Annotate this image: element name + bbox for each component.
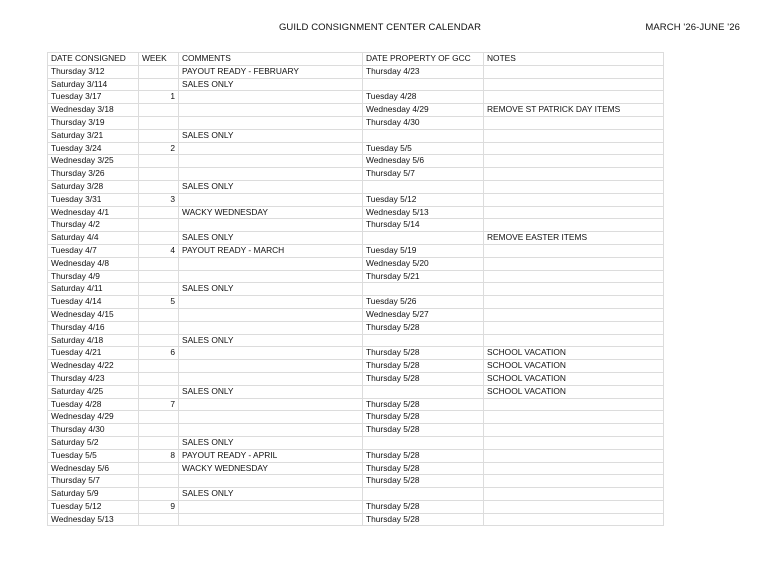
week-cell: [139, 78, 179, 91]
notes-cell: [484, 513, 664, 526]
notes-cell: [484, 411, 664, 424]
column-header-date-consigned: DATE CONSIGNED: [48, 53, 139, 66]
week-cell: [139, 475, 179, 488]
comments-cell: [179, 193, 363, 206]
comments-cell: [179, 155, 363, 168]
week-cell: [139, 129, 179, 142]
table-row: [48, 142, 664, 155]
notes-cell: [484, 424, 664, 437]
date-consigned-cell: Saturday 4/11: [48, 283, 139, 296]
date-consigned-cell: Tuesday 4/28: [48, 398, 139, 411]
notes-cell: [484, 244, 664, 257]
column-header-date-property: DATE PROPERTY OF GCC: [363, 53, 484, 66]
table-row: [48, 232, 664, 245]
table-row: [48, 129, 664, 142]
comments-cell: WACKY WEDNESDAY: [179, 206, 363, 219]
date-property-cell: [363, 436, 484, 449]
notes-cell: [484, 488, 664, 501]
notes-cell: REMOVE EASTER ITEMS: [484, 232, 664, 245]
notes-cell: [484, 462, 664, 475]
notes-cell: [484, 193, 664, 206]
notes-cell: [484, 296, 664, 309]
comments-cell: [179, 500, 363, 513]
table-row: [48, 321, 664, 334]
table-row: [48, 334, 664, 347]
date-property-cell: Thursday 5/28: [363, 360, 484, 373]
comments-cell: [179, 513, 363, 526]
comments-cell: [179, 270, 363, 283]
date-property-cell: [363, 129, 484, 142]
date-property-cell: Tuesday 5/26: [363, 296, 484, 309]
comments-cell: [179, 372, 363, 385]
header-row: [48, 53, 664, 66]
date-property-cell: [363, 78, 484, 91]
table-row: [48, 116, 664, 129]
column-header-notes: NOTES: [484, 53, 664, 66]
notes-cell: [484, 257, 664, 270]
table-row: [48, 475, 664, 488]
comments-cell: [179, 257, 363, 270]
notes-cell: [484, 308, 664, 321]
table-row: [48, 436, 664, 449]
date-property-cell: Thursday 5/28: [363, 500, 484, 513]
comments-cell: [179, 475, 363, 488]
table-row: [48, 155, 664, 168]
notes-cell: [484, 116, 664, 129]
date-consigned-cell: Thursday 5/7: [48, 475, 139, 488]
week-cell: [139, 334, 179, 347]
week-cell: [139, 321, 179, 334]
column-header-comments: COMMENTS: [179, 53, 363, 66]
date-consigned-cell: Saturday 5/9: [48, 488, 139, 501]
notes-cell: SCHOOL VACATION: [484, 360, 664, 373]
notes-cell: [484, 206, 664, 219]
table-row: [48, 462, 664, 475]
table-row: [48, 283, 664, 296]
notes-cell: [484, 78, 664, 91]
comments-cell: WACKY WEDNESDAY: [179, 462, 363, 475]
comments-cell: SALES ONLY: [179, 78, 363, 91]
notes-cell: [484, 168, 664, 181]
comments-cell: [179, 424, 363, 437]
date-consigned-cell: Tuesday 3/24: [48, 142, 139, 155]
week-cell: [139, 219, 179, 232]
notes-cell: [484, 270, 664, 283]
table-row: [48, 78, 664, 91]
week-cell: [139, 283, 179, 296]
week-cell: [139, 372, 179, 385]
week-cell: [139, 436, 179, 449]
week-cell: [139, 462, 179, 475]
comments-cell: PAYOUT READY - MARCH: [179, 244, 363, 257]
date-property-cell: Thursday 5/28: [363, 475, 484, 488]
date-property-cell: [363, 385, 484, 398]
table-row: [48, 372, 664, 385]
week-cell: [139, 385, 179, 398]
date-consigned-cell: Thursday 3/12: [48, 65, 139, 78]
date-consigned-cell: Saturday 4/4: [48, 232, 139, 245]
date-consigned-cell: Wednesday 4/8: [48, 257, 139, 270]
notes-cell: [484, 500, 664, 513]
notes-cell: [484, 129, 664, 142]
date-consigned-cell: Wednesday 4/22: [48, 360, 139, 373]
comments-cell: [179, 296, 363, 309]
date-consigned-cell: Tuesday 5/12: [48, 500, 139, 513]
comments-cell: [179, 411, 363, 424]
notes-cell: [484, 449, 664, 462]
date-consigned-cell: Thursday 3/26: [48, 168, 139, 181]
week-cell: 3: [139, 193, 179, 206]
week-cell: [139, 116, 179, 129]
date-consigned-cell: Saturday 4/18: [48, 334, 139, 347]
date-property-cell: Tuesday 4/28: [363, 91, 484, 104]
date-property-cell: Thursday 5/28: [363, 513, 484, 526]
comments-cell: SALES ONLY: [179, 283, 363, 296]
table-row: [48, 424, 664, 437]
date-property-cell: Thursday 4/23: [363, 65, 484, 78]
date-consigned-cell: Tuesday 3/17: [48, 91, 139, 104]
date-property-cell: Thursday 5/7: [363, 168, 484, 181]
date-property-cell: Thursday 5/14: [363, 219, 484, 232]
date-property-cell: Tuesday 5/5: [363, 142, 484, 155]
table-row: [48, 398, 664, 411]
table-row: [48, 411, 664, 424]
comments-cell: [179, 116, 363, 129]
date-consigned-cell: Thursday 4/23: [48, 372, 139, 385]
notes-cell: [484, 321, 664, 334]
table-row: [48, 488, 664, 501]
comments-cell: [179, 142, 363, 155]
notes-cell: REMOVE ST PATRICK DAY ITEMS: [484, 104, 664, 117]
comments-cell: [179, 104, 363, 117]
consignment-calendar-table: [47, 52, 664, 526]
date-property-cell: Wednesday 5/20: [363, 257, 484, 270]
notes-cell: [484, 180, 664, 193]
date-consigned-cell: Thursday 4/16: [48, 321, 139, 334]
date-property-cell: Thursday 5/28: [363, 372, 484, 385]
date-property-cell: Thursday 5/28: [363, 424, 484, 437]
date-property-cell: Thursday 5/28: [363, 462, 484, 475]
comments-cell: [179, 360, 363, 373]
comments-cell: PAYOUT READY - APRIL: [179, 449, 363, 462]
week-cell: 4: [139, 244, 179, 257]
week-cell: [139, 257, 179, 270]
comments-cell: SALES ONLY: [179, 334, 363, 347]
week-cell: 9: [139, 500, 179, 513]
comments-cell: [179, 91, 363, 104]
table-row: [48, 65, 664, 78]
notes-cell: [484, 91, 664, 104]
week-cell: [139, 488, 179, 501]
date-property-cell: Thursday 5/28: [363, 347, 484, 360]
date-property-cell: Thursday 5/28: [363, 321, 484, 334]
table-row: [48, 219, 664, 232]
comments-cell: PAYOUT READY - FEBRUARY: [179, 65, 363, 78]
comments-cell: SALES ONLY: [179, 180, 363, 193]
week-cell: [139, 360, 179, 373]
date-property-cell: Thursday 4/30: [363, 116, 484, 129]
table-row: [48, 180, 664, 193]
date-property-cell: [363, 232, 484, 245]
notes-cell: SCHOOL VACATION: [484, 385, 664, 398]
column-header-week: WEEK: [139, 53, 179, 66]
date-consigned-cell: Saturday 3/21: [48, 129, 139, 142]
week-cell: 6: [139, 347, 179, 360]
date-consigned-cell: Thursday 4/2: [48, 219, 139, 232]
table-row: [48, 385, 664, 398]
date-property-cell: [363, 180, 484, 193]
comments-cell: [179, 308, 363, 321]
date-consigned-cell: Wednesday 3/25: [48, 155, 139, 168]
comments-cell: SALES ONLY: [179, 232, 363, 245]
date-consigned-cell: Thursday 4/30: [48, 424, 139, 437]
comments-cell: SALES ONLY: [179, 436, 363, 449]
page-title: GUILD CONSIGNMENT CENTER CALENDAR: [278, 22, 482, 33]
notes-cell: SCHOOL VACATION: [484, 372, 664, 385]
date-property-cell: Thursday 5/21: [363, 270, 484, 283]
comments-cell: [179, 219, 363, 232]
date-consigned-cell: Tuesday 4/14: [48, 296, 139, 309]
comments-cell: SALES ONLY: [179, 385, 363, 398]
table-row: [48, 308, 664, 321]
table-row: [48, 244, 664, 257]
date-consigned-cell: Tuesday 4/21: [48, 347, 139, 360]
date-consigned-cell: Tuesday 4/7: [48, 244, 139, 257]
table-row: [48, 500, 664, 513]
notes-cell: [484, 65, 664, 78]
date-property-cell: Thursday 5/28: [363, 411, 484, 424]
week-cell: [139, 104, 179, 117]
week-cell: [139, 180, 179, 193]
date-consigned-cell: Saturday 5/2: [48, 436, 139, 449]
week-cell: [139, 65, 179, 78]
week-cell: 5: [139, 296, 179, 309]
table-row: [48, 270, 664, 283]
date-property-cell: Wednesday 5/6: [363, 155, 484, 168]
date-property-cell: Thursday 5/28: [363, 398, 484, 411]
comments-cell: [179, 347, 363, 360]
date-property-cell: Tuesday 5/12: [363, 193, 484, 206]
table-row: [48, 206, 664, 219]
notes-cell: [484, 219, 664, 232]
week-cell: [139, 424, 179, 437]
date-consigned-cell: Saturday 4/25: [48, 385, 139, 398]
table-row: [48, 257, 664, 270]
table-row: [48, 104, 664, 117]
notes-cell: SCHOOL VACATION: [484, 347, 664, 360]
notes-cell: [484, 436, 664, 449]
date-consigned-cell: Wednesday 5/6: [48, 462, 139, 475]
notes-cell: [484, 334, 664, 347]
notes-cell: [484, 398, 664, 411]
comments-cell: [179, 321, 363, 334]
table-row: [48, 91, 664, 104]
date-consigned-cell: Tuesday 5/5: [48, 449, 139, 462]
week-cell: [139, 270, 179, 283]
week-cell: 7: [139, 398, 179, 411]
comments-cell: [179, 168, 363, 181]
date-property-cell: Thursday 5/28: [363, 449, 484, 462]
table-row: [48, 513, 664, 526]
date-property-cell: Wednesday 5/27: [363, 308, 484, 321]
week-cell: 1: [139, 91, 179, 104]
date-property-cell: [363, 283, 484, 296]
notes-cell: [484, 155, 664, 168]
date-range-label: MARCH '26-JUNE '26: [645, 22, 740, 33]
date-property-cell: Wednesday 5/13: [363, 206, 484, 219]
table-row: [48, 193, 664, 206]
date-property-cell: Tuesday 5/19: [363, 244, 484, 257]
table-row: [48, 347, 664, 360]
date-consigned-cell: Wednesday 3/18: [48, 104, 139, 117]
date-consigned-cell: Wednesday 4/15: [48, 308, 139, 321]
week-cell: [139, 411, 179, 424]
comments-cell: [179, 398, 363, 411]
date-consigned-cell: Saturday 3/114: [48, 78, 139, 91]
week-cell: [139, 308, 179, 321]
week-cell: [139, 232, 179, 245]
table-row: [48, 296, 664, 309]
comments-cell: SALES ONLY: [179, 129, 363, 142]
notes-cell: [484, 142, 664, 155]
week-cell: [139, 513, 179, 526]
date-consigned-cell: Thursday 4/9: [48, 270, 139, 283]
table-row: [48, 168, 664, 181]
comments-cell: SALES ONLY: [179, 488, 363, 501]
date-consigned-cell: Thursday 3/19: [48, 116, 139, 129]
week-cell: [139, 206, 179, 219]
date-property-cell: [363, 488, 484, 501]
week-cell: [139, 168, 179, 181]
table-row: [48, 449, 664, 462]
table-row: [48, 360, 664, 373]
date-consigned-cell: Tuesday 3/31: [48, 193, 139, 206]
notes-cell: [484, 475, 664, 488]
date-consigned-cell: Saturday 3/28: [48, 180, 139, 193]
date-consigned-cell: Wednesday 5/13: [48, 513, 139, 526]
date-consigned-cell: Wednesday 4/29: [48, 411, 139, 424]
date-property-cell: Wednesday 4/29: [363, 104, 484, 117]
week-cell: 8: [139, 449, 179, 462]
week-cell: [139, 155, 179, 168]
notes-cell: [484, 283, 664, 296]
week-cell: 2: [139, 142, 179, 155]
date-property-cell: [363, 334, 484, 347]
date-consigned-cell: Wednesday 4/1: [48, 206, 139, 219]
